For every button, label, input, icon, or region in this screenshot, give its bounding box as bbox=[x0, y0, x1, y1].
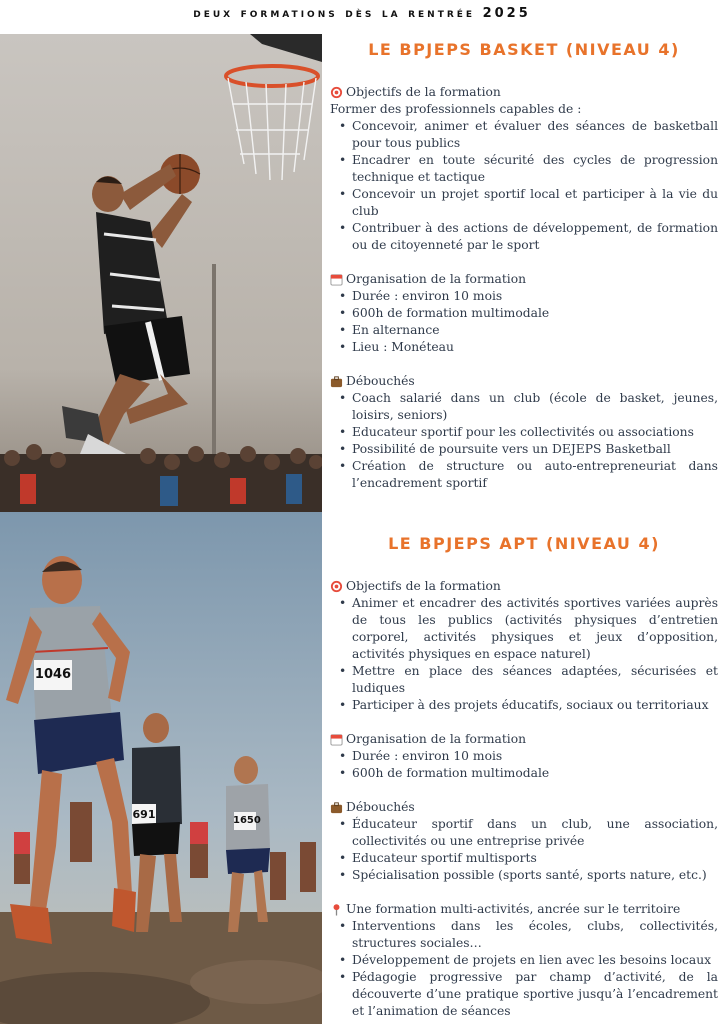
running-race-photo bbox=[0, 512, 322, 1024]
list-item: • Participer à des projets éducatifs, sociaux ou territoriaux bbox=[352, 697, 718, 714]
objectives-list bbox=[330, 118, 718, 254]
organisation-heading: Organisation de la formation bbox=[330, 271, 718, 288]
multi-activity-heading: Une formation multi-activités, ancrée sur le territoire bbox=[330, 901, 718, 918]
list-item: • Educateur sportif pour les collectivités ou associations bbox=[352, 424, 718, 441]
list-item: • Durée : environ 10 mois bbox=[352, 748, 718, 765]
bib-number: 691 bbox=[132, 808, 156, 821]
objectives-list bbox=[330, 595, 718, 714]
page-title: deux formations dès la rentrée 2025 bbox=[193, 6, 531, 21]
list-item: • Educateur sportif multisports bbox=[352, 850, 718, 867]
objectives-intro: Former des professionnels capables de : bbox=[330, 102, 582, 116]
objectives-heading: Objectifs de la formation bbox=[330, 84, 718, 101]
list-item: • 600h de formation multimodale bbox=[352, 765, 718, 782]
list-item: • Durée : environ 10 mois bbox=[352, 288, 718, 305]
bpjeps-basket-section bbox=[330, 40, 718, 509]
section-title: LE BPJEPS APT (NIVEAU 4) bbox=[388, 534, 660, 553]
section-title: LE BPJEPS BASKET (NIVEAU 4) bbox=[368, 40, 680, 59]
briefcase-icon bbox=[330, 801, 343, 814]
list-item: • Concevoir un projet sportif local et participer à la vie du club bbox=[352, 186, 718, 220]
careers-block bbox=[330, 373, 718, 492]
target-icon bbox=[330, 580, 343, 593]
list-item: • 600h de formation multimodale bbox=[352, 305, 718, 322]
pin-icon bbox=[330, 903, 343, 916]
list-item: • Coach salarié dans un club (école de basket, jeunes, loisirs, seniors) bbox=[352, 390, 718, 424]
list-item: • Interventions dans les écoles, clubs, collectivités, structures sociales… bbox=[352, 918, 718, 952]
bib-number: 1650 bbox=[233, 815, 261, 826]
bib-number: 1046 bbox=[34, 667, 72, 682]
list-item: • Encadrer en toute sécurité des cycles de progression technique et tactique bbox=[352, 152, 718, 186]
list-item: • Pédagogie progressive par champ d’activité, de la découverte d’une pratique sportive jusqu’à l’encadrement et l’animation de séances bbox=[352, 969, 718, 1020]
list-item: • Éducateur sportif dans un club, une association, collectivités ou une entreprise privée bbox=[352, 816, 718, 850]
list-item: • Concevoir, animer et évaluer des séances de basketball pour tous publics bbox=[352, 118, 718, 152]
list-item: • Spécialisation possible (sports santé, sports nature, etc.) bbox=[352, 867, 718, 884]
careers-list bbox=[330, 816, 718, 884]
list-item: • En alternance bbox=[352, 322, 718, 339]
careers-block bbox=[330, 799, 718, 884]
list-item: • Lieu : Monéteau bbox=[352, 339, 718, 356]
organisation-list bbox=[330, 748, 718, 782]
organisation-list bbox=[330, 288, 718, 356]
multi-activity-block bbox=[330, 901, 718, 1020]
objectives-block bbox=[330, 578, 718, 714]
list-item: • Création de structure ou auto-entrepreneuriat dans l’encadrement sportif bbox=[352, 458, 718, 492]
basketball-photo bbox=[0, 34, 322, 512]
list-item: • Développement de projets en lien avec les besoins locaux bbox=[352, 952, 718, 969]
objectives-heading: Objectifs de la formation bbox=[330, 578, 718, 595]
list-item: • Mettre en place des séances adaptées, sécurisées et ludiques bbox=[352, 663, 718, 697]
careers-heading: Débouchés bbox=[330, 373, 718, 390]
multi-activity-list bbox=[330, 918, 718, 1020]
objectives-block bbox=[330, 84, 718, 254]
target-icon bbox=[330, 86, 343, 99]
list-item: • Contribuer à des actions de développement, de formation ou de citoyenneté par le sport bbox=[352, 220, 718, 254]
bpjeps-apt-section bbox=[330, 534, 718, 1024]
careers-list bbox=[330, 390, 718, 492]
calendar-icon bbox=[330, 273, 343, 286]
list-item: • Animer et encadrer des activités sportives variées auprès de tous les publics (activités physiques d’entretien corporel, activités physiques et jeux d’opposition, activités physiques en espace naturel) bbox=[352, 595, 718, 663]
organisation-block bbox=[330, 731, 718, 782]
calendar-icon bbox=[330, 733, 343, 746]
organisation-block bbox=[330, 271, 718, 356]
careers-heading: Débouchés bbox=[330, 799, 718, 816]
organisation-heading: Organisation de la formation bbox=[330, 731, 718, 748]
briefcase-icon bbox=[330, 375, 343, 388]
list-item: • Possibilité de poursuite vers un DEJEPS Basketball bbox=[352, 441, 718, 458]
